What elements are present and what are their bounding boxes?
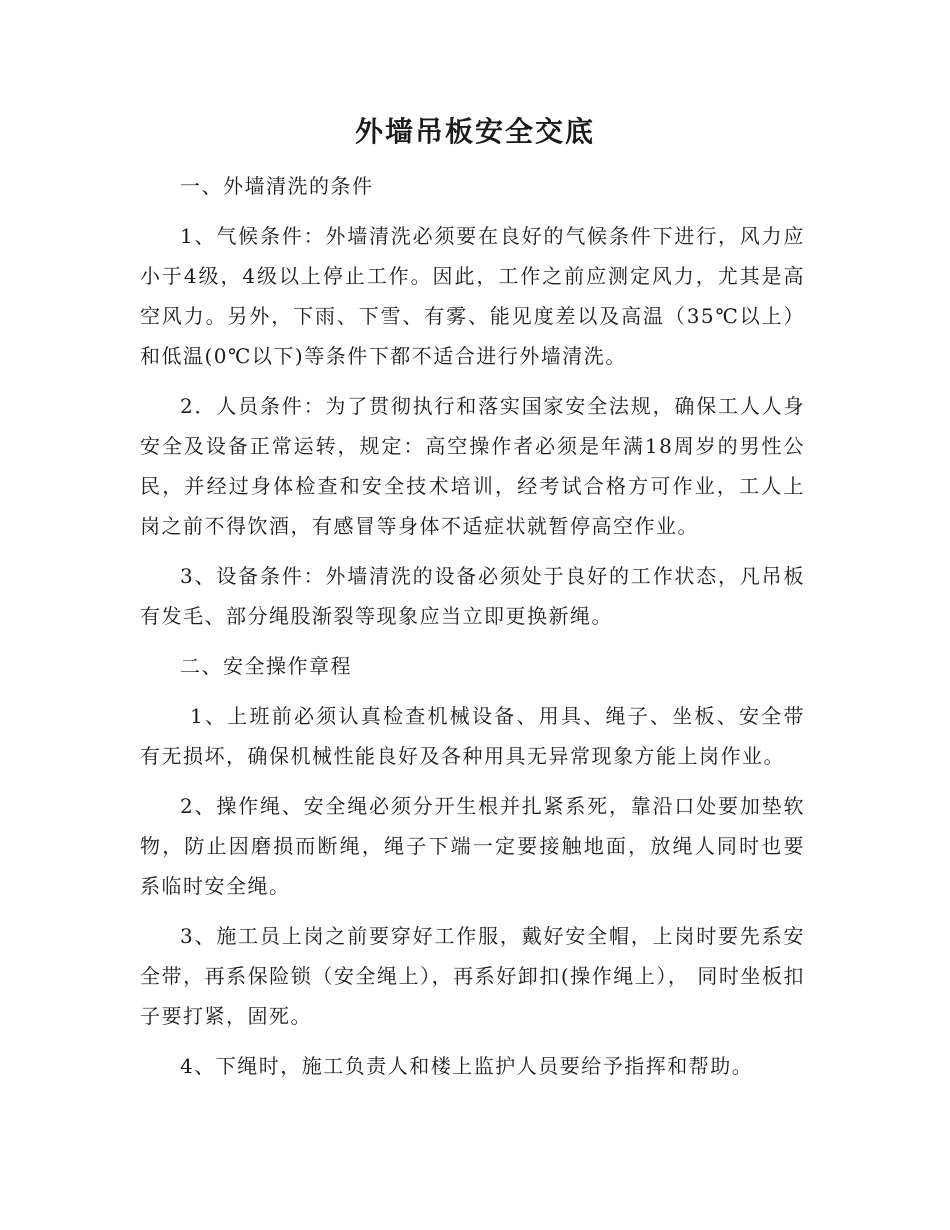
paragraph: 4、下绳时，施工负责人和楼上监护人员要给予指挥和帮助。 [180, 1054, 754, 1078]
paragraph: 1、上班前必须认真检查机械设备、用具、绳子、坐板、安全带有无损坏，确保机械性能良好及各种用具无异常现象方能上岗作业。 [140, 704, 805, 768]
section-heading: 二、安全操作章程 [180, 654, 352, 678]
paragraph: 2．人员条件：为了贯彻执行和落实国家安全法规，确保工人人身安全及设备正常运转，规定：高空操作者必须是年满18周岁的男性公民，并经过身体检查和安全技术培训，经考试合格方可作业，工人上岗之前不得饮酒，有感冒等身体不适症状就暂停高空作业。 [140, 394, 805, 538]
document-body [140, 166, 805, 1096]
paragraph: 1、气候条件：外墙清洗必须要在良好的气候条件下进行，风力应小于4级，4级以上停止工作。因此，工作之前应测定风力，尤其是高空风力。另外，下雨、下雪、有雾、能见度差以及高温（35℃以上）和低温(0℃以下)等条件下都不适合进行外墙清洗。 [140, 224, 805, 368]
paragraph: 2、操作绳、安全绳必须分开生根并扎紧系死，靠沿口处要加垫软物，防止因磨损而断绳，绳子下端一定要接触地面，放绳人同时也要系临时安全绳。 [140, 794, 805, 898]
paragraph: 3、设备条件：外墙清洗的设备必须处于良好的工作状态，凡吊板有发毛、部分绳股渐裂等现象应当立即更换新绳。 [140, 564, 805, 628]
paragraph: 3、施工员上岗之前要穿好工作服，戴好安全帽，上岗时要先系安全带，再系保险锁（安全绳上），再系好卸扣(操作绳上）， 同时坐板扣子要打紧，固死。 [140, 924, 805, 1028]
document-title: 外墙吊板安全交底 [354, 115, 595, 148]
section-heading: 一、外墙清洗的条件 [180, 174, 374, 198]
